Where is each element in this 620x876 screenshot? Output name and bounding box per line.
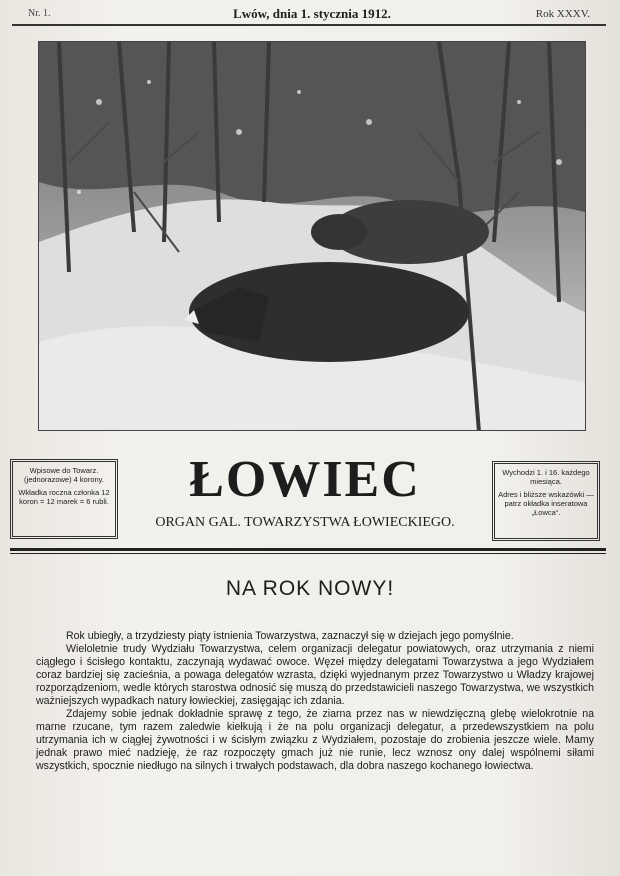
volume-label: Rok XXXV. bbox=[535, 8, 590, 20]
masthead-subtitle: ORGAN GAL. TOWARZYSTWA ŁOWIECKIEGO. bbox=[155, 515, 455, 530]
article-headline: NA ROK NOWY! bbox=[225, 577, 395, 600]
article-paragraph: Zdajemy sobie jednak dokładnie sprawę z tego, że ziarna przez nas w niewdzięczną glebę wielokrotnie na marne rzucane, tym razem zaledwie kiełkują i że na polu organizacji delegatur, a przedewszystkiem na polu utrzymania ich w ciągłej żywotności i w ścisłym związku z Wydziałem, pozostaje do zrobienia jeszcze wiele. Mamy jednak prawo mieć nadzieję, że raz rozpoczęty gmach już nie runie, lecz wznosz ony dalej wspólnemi siłami wszystkich, spocznie niedługo na silnych i trwałych podstawach, dla dobra naszego kochanego łowiectwa. bbox=[36, 708, 594, 772]
membership-fee-box bbox=[10, 459, 118, 539]
date-line: Lwów, dnia 1. stycznia 1912. bbox=[233, 6, 391, 21]
article-body bbox=[36, 630, 594, 773]
article-paragraph: Wieloletnie trudy Wydziału Towarzystwa, celem organizacji delegatur powiatowych, oraz utrzymania z niemi ciągłego i ścisłego kontaktu, zaczynają wydawać owoce. Węzeł między delegatami Towarzystwa a jego Wydziałem coraz bardziej się zacieśnia, a powaga delegatów wzrasta, dzięki wyjednanym przez Towarzystwo u Władzy krajowej rozporządzeniom, wedle których starostwa odnosić się muszą do przedstawicieli naszego Towarzystwa, we wszystkich ważniejszych wypadkach natury łowieckiej, zasięgając ich zdania. bbox=[36, 643, 594, 707]
frequency-text: Wychodzi 1. i 16. każdego miesiąca. bbox=[502, 468, 590, 486]
boar-engraving-icon bbox=[38, 41, 586, 431]
address-text: Adres i bliższe wskazówki — patrz okładka inseratowa „Łowca“. bbox=[498, 490, 594, 517]
annual-fee-text: Wkładka roczna członka 12 koron = 12 marek = 6 rubli. bbox=[18, 488, 110, 506]
masthead-title: ŁOWIEC bbox=[189, 451, 421, 508]
masthead-rule-thick bbox=[10, 548, 606, 551]
masthead-rule-thin bbox=[10, 553, 606, 554]
article-paragraph: Rok ubiegły, a trzydziesty piąty istnienia Towarzystwa, zaznaczył się w dziejach jego pomyślnie. bbox=[66, 630, 514, 642]
issue-number: Nr. 1. bbox=[28, 8, 51, 19]
header-rule bbox=[12, 24, 606, 26]
publication-info-box bbox=[492, 461, 600, 541]
page-header bbox=[24, 6, 600, 24]
entry-fee-text: Wpisowe do Towarz. (jednorazowe) 4 korony. bbox=[24, 466, 104, 484]
